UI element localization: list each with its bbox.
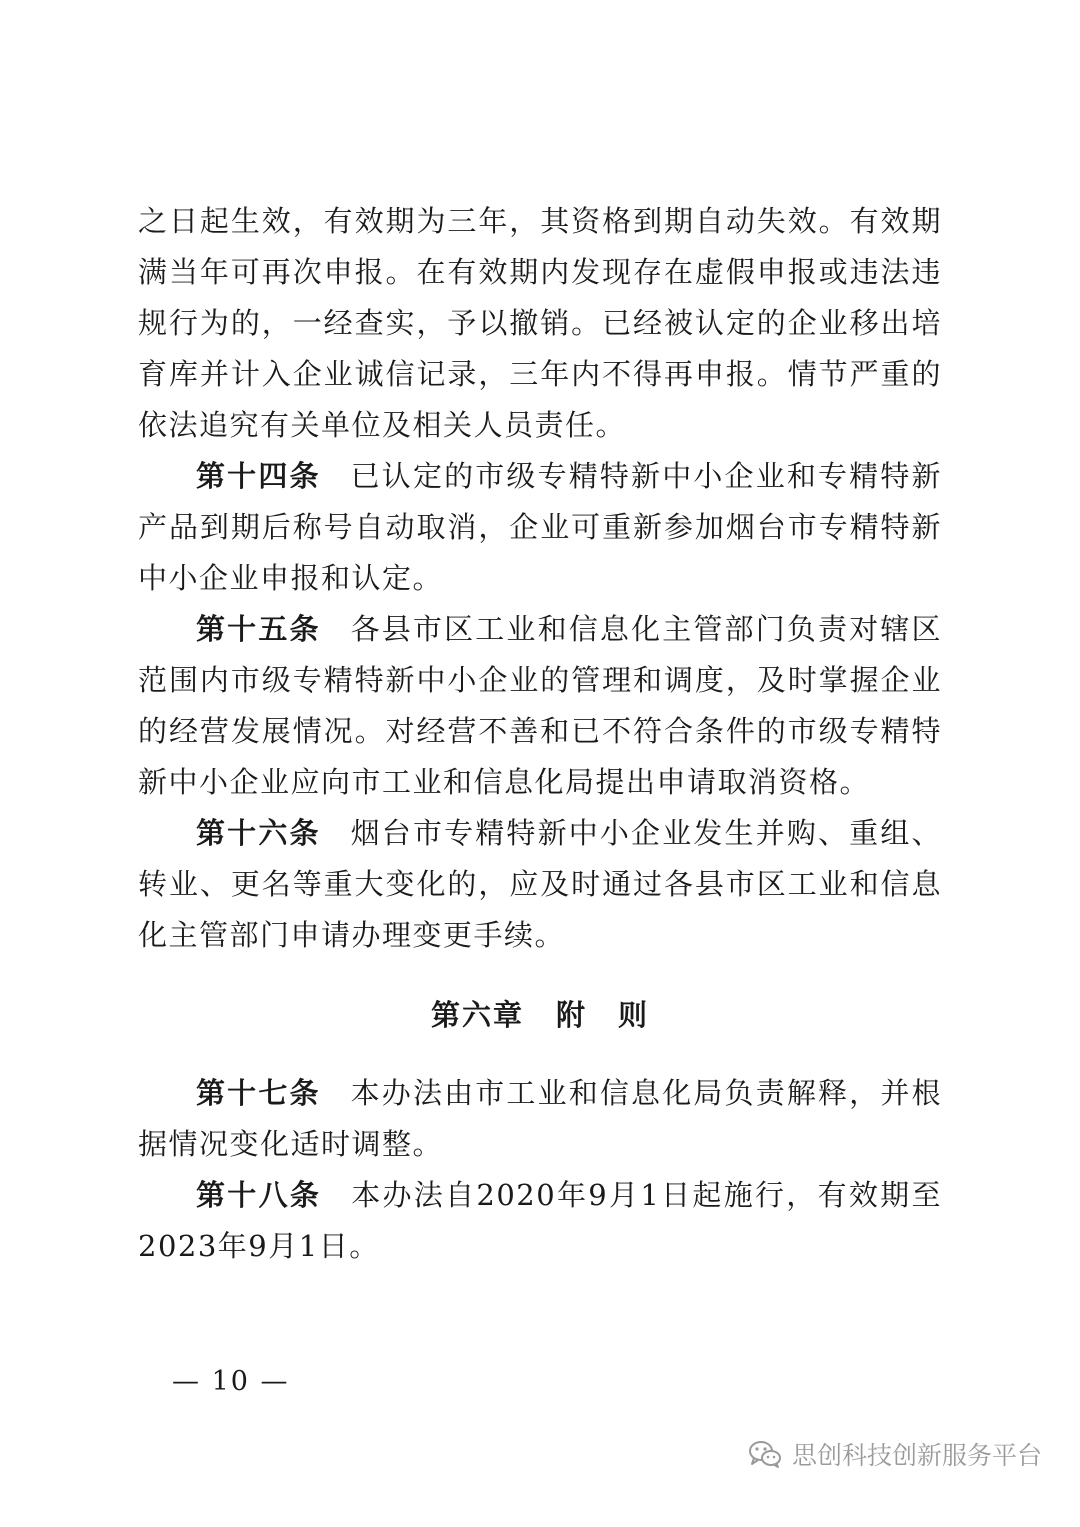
article-number: 第十七条 [196,1076,321,1110]
article-number: 第十六条 [196,816,321,850]
article-18 [138,1170,942,1272]
article-16 [138,808,942,961]
article-text: 本办法自2020年9月1日起施行，有效期至2023年9月1日。 [138,1178,942,1263]
watermark [748,1436,1042,1472]
article-17 [138,1068,942,1170]
article-15 [138,604,942,808]
article-text: 已认定的市级专精特新中小企业和专精特新产品到期后称号自动取消，企业可重新参加烟台市专精特新中小企业申报和认定。 [138,459,942,595]
page-number: — 10 — [172,1366,290,1397]
watermark-text: 思创科技创新服务平台 [791,1441,1042,1470]
article-number: 第十八条 [196,1178,322,1212]
article-14 [138,451,942,604]
chapter-title: 附 则 [556,998,650,1032]
article-number: 第十五条 [196,612,321,646]
article-text: 各县市区工业和信息化主管部门负责对辖区范围内市级专精特新中小企业的管理和调度，及时掌握企业的经营发展情况。对经营不善和已不符合条件的市级专精特新中小企业应向市工业和信息化局提出申请取消资格。 [138,612,942,799]
article-text: 本办法由市工业和信息化局负责解释，并根据情况变化适时调整。 [138,1076,942,1161]
article-text: 烟台市专精特新中小企业发生并购、重组、转业、更名等重大变化的，应及时通过各县市区工业和信息化主管部门申请办理变更手续。 [138,816,942,952]
article-number: 第十四条 [196,459,321,493]
chapter-number: 第六章 [430,998,524,1032]
wechat-icon [748,1439,782,1469]
continued-paragraph: 之日起生效，有效期为三年，其资格到期自动失效。有效期满当年可再次申报。在有效期内发现存在虚假申报或违法违规行为的，一经查实，予以撤销。已经被认定的企业移出培育库并计入企业诚信记录，三年内不得再申报。情节严重的依法追究有关单位及相关人员责任。 [138,204,942,442]
document-body [138,196,942,1272]
chapter-heading [138,990,942,1041]
